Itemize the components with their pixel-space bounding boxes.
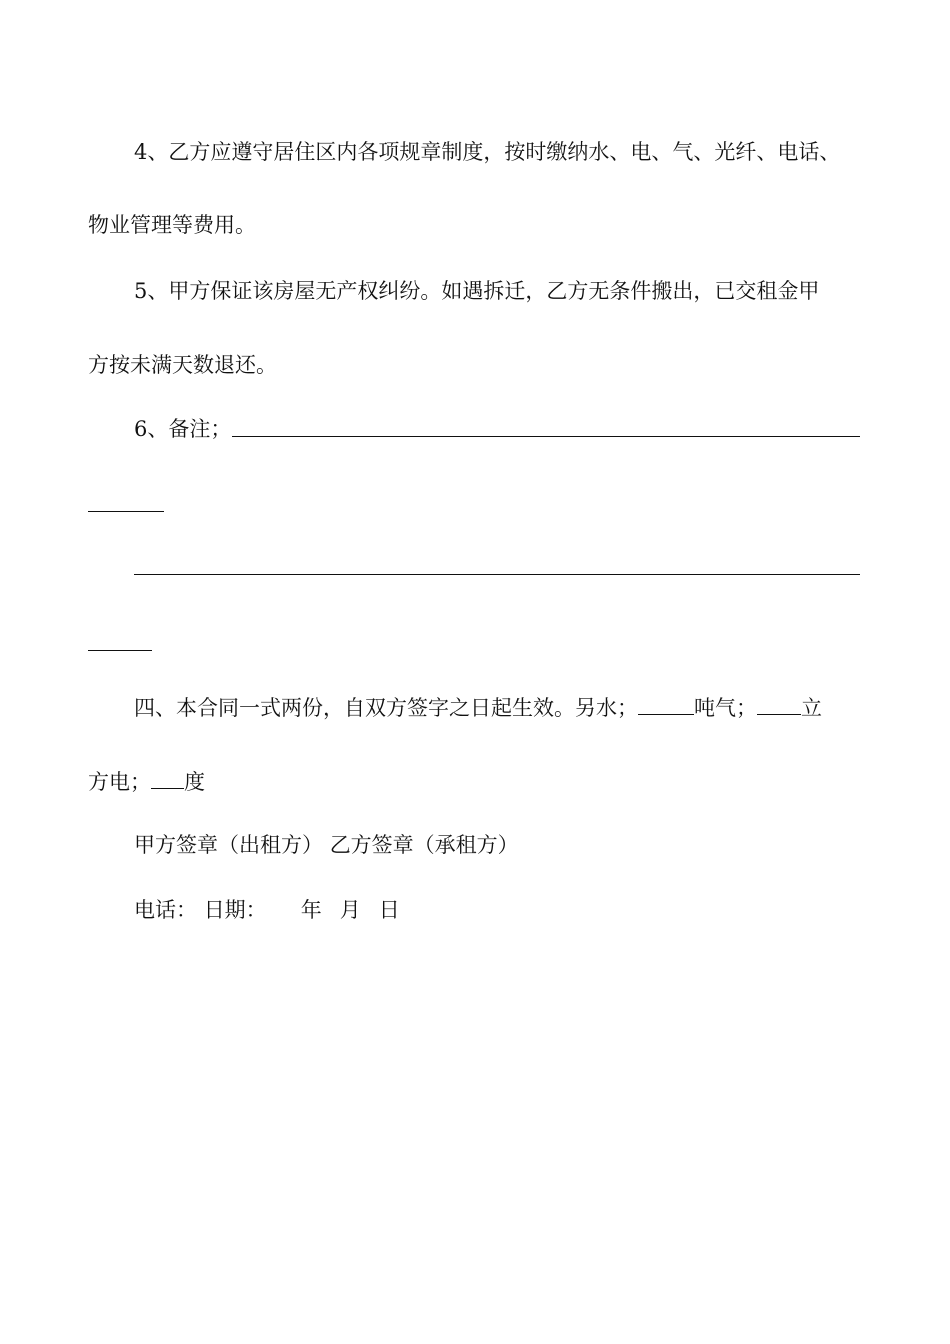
clause-4-line-1: 4、乙方应遵守居住区内各项规章制度，按时缴纳水、电、气、光纤、电话、 bbox=[134, 140, 841, 164]
electric-unit: 度 bbox=[184, 770, 205, 794]
signature-line bbox=[134, 832, 519, 858]
remarks-blank-line-1 bbox=[232, 436, 860, 437]
section-4-line-2 bbox=[88, 768, 205, 795]
date-label: 日期： bbox=[203, 898, 267, 922]
phone-label: 电话： bbox=[134, 898, 197, 922]
year-label: 年 bbox=[300, 898, 322, 922]
day-label: 日 bbox=[378, 898, 400, 922]
remarks-blank-line-2 bbox=[134, 574, 860, 575]
electric-prefix: 方电； bbox=[88, 770, 151, 794]
party-a-signature-label: 甲方签章（出租方） bbox=[134, 833, 323, 857]
gas-unit: 立 bbox=[801, 696, 822, 720]
water-unit: 吨气； bbox=[694, 696, 757, 720]
clause-5-line-2: 方按未满天数退还。 bbox=[88, 353, 277, 377]
section-4-text: 四、本合同一式两份，自双方签字之日起生效。另水； bbox=[134, 696, 638, 720]
electric-amount-blank bbox=[151, 768, 184, 789]
party-b-signature-label: 乙方签章（承租方） bbox=[329, 833, 519, 857]
clause-5-line-1: 5、甲方保证该房屋无产权纠纷。如遇拆迁，乙方无条件搬出，已交租金甲 bbox=[134, 279, 820, 303]
gas-amount-blank bbox=[757, 694, 801, 715]
remarks-blank-line-1-continued bbox=[88, 511, 164, 512]
clause-6-label: 6、备注； bbox=[134, 417, 232, 441]
contact-line bbox=[134, 897, 400, 923]
remarks-blank-line-2-continued bbox=[88, 650, 152, 651]
water-amount-blank bbox=[638, 694, 694, 715]
clause-4-line-2: 物业管理等费用。 bbox=[88, 213, 256, 237]
month-label: 月 bbox=[339, 898, 361, 922]
section-4-line-1 bbox=[134, 694, 822, 721]
